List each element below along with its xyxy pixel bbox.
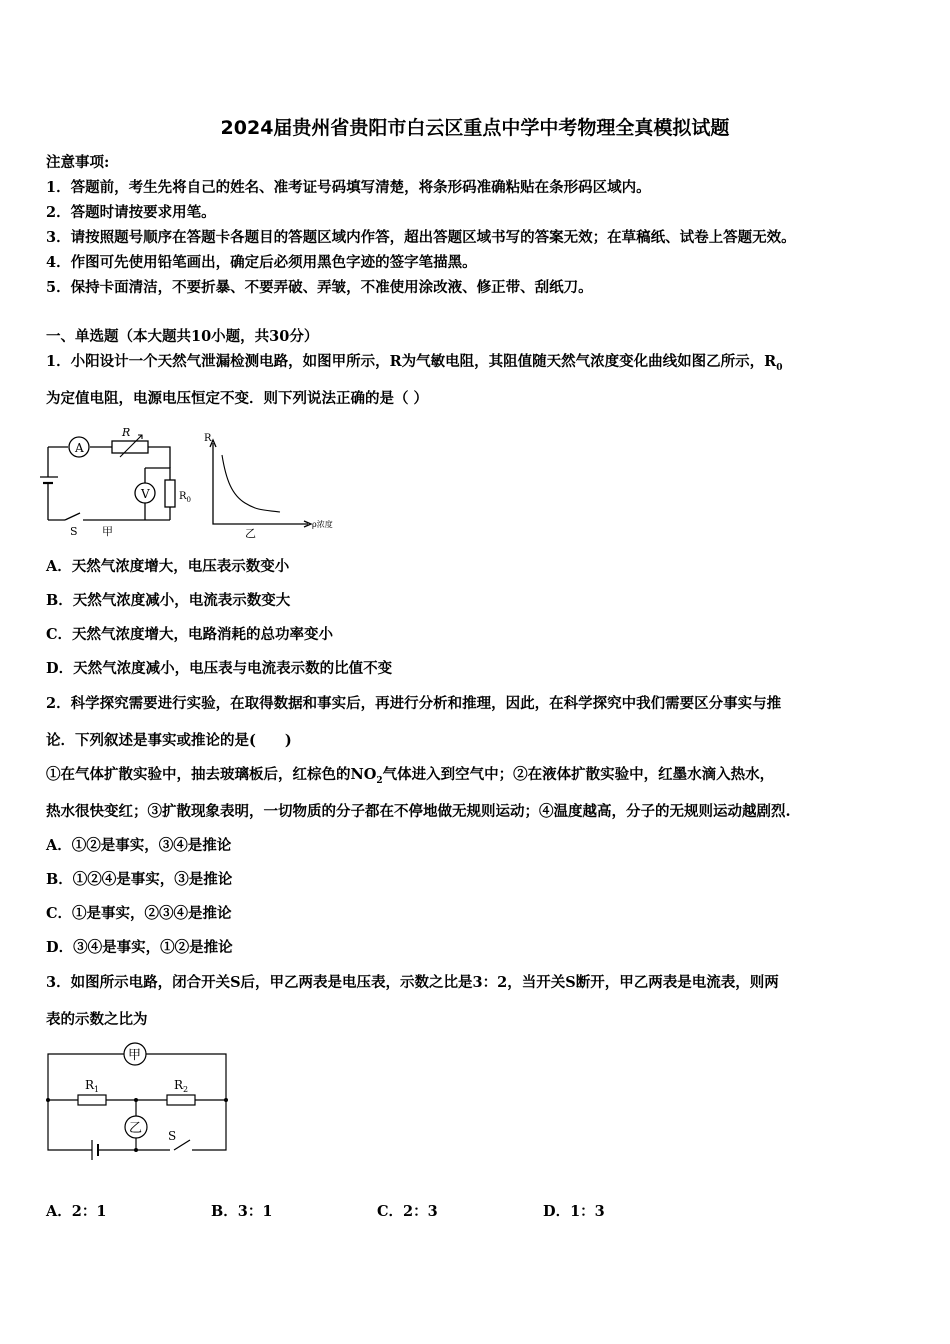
q1-stem-line1 [46, 352, 782, 378]
notice-item: 2．答题时请按要求用笔。 [46, 204, 216, 221]
q3-option-c: C．2：3 [377, 1203, 438, 1220]
r2-label: $R_2$ [174, 1078, 189, 1094]
q1-stem-text: 1．小阳设计一个天然气泄漏检测电路，如图甲所示，R为气敏电阻，其阻值随天然气浓度变化曲线如图乙所示，R [46, 353, 777, 370]
q2-stem-text-a: ①在气体扩散实验中，抽去玻璃板后，红棕色的NO [46, 766, 377, 783]
q3-option-d: D．1：3 [543, 1203, 605, 1220]
q2-option-c: C．①是事实，②③④是推论 [46, 905, 232, 922]
q3-option-b: B．3：1 [211, 1203, 273, 1220]
q2-stem-line2: 论．下列叙述是事实或推论的是( ) [46, 732, 292, 749]
gas-resistor-label: R [122, 426, 131, 439]
q2-option-d: D．③④是事实，①②是推论 [46, 939, 233, 956]
r1-label: $R_1$ [85, 1078, 100, 1094]
fig-yi-label: 乙 [245, 527, 256, 540]
ammeter-label: A [75, 441, 84, 455]
q1-circuit-figure [40, 425, 345, 540]
r2-resistor-icon [167, 1095, 195, 1105]
graph-axis-x: ρ浓度 [312, 520, 333, 529]
q2-option-b: B．①②④是事实，③是推论 [46, 871, 233, 888]
meter-yi-label: 乙 [129, 1121, 143, 1136]
q2-stem-sub: 2 [376, 775, 383, 786]
notice-heading: 注意事项: [46, 154, 110, 171]
q1-option-b: B．天然气浓度减小，电流表示数变大 [46, 592, 291, 609]
q2-option-a: A．①②是事实，③④是推论 [46, 837, 232, 854]
fixed-resistor-icon [165, 480, 175, 507]
q1-stem-line2: 为定值电阻，电源电压恒定不变．则下列说法正确的是（ ） [46, 390, 429, 407]
q3-stem-line2: 表的示数之比为 [46, 1011, 148, 1028]
notice-item: 1．答题前，考生先将自己的姓名、准考证号码填写清楚，将条形码准确粘贴在条形码区域内。 [46, 179, 651, 196]
q2-stem-line1: 2．科学探究需要进行实验，在取得数据和事实后，再进行分析和推理，因此，在科学探究中我们需要区分事实与推 [46, 695, 782, 712]
switch-label: S [70, 525, 78, 538]
voltmeter-label: V [141, 487, 150, 501]
q1-stem-sub: 0 [776, 362, 783, 373]
section-heading: 一、单选题（本大题共10小题，共30分） [46, 328, 319, 345]
q2-stem-line4: 热水很快变红；③扩散现象表明，一切物质的分子都在不停地做无规则运动；④温度越高，分子的无规则运动越剧烈. [46, 803, 791, 820]
q3-stem-line1: 3．如图所示电路，闭合开关S后，甲乙两表是电压表，示数之比是3：2，当开关S断开，甲乙两表是电流表，则两 [46, 974, 779, 991]
page-title: 2024届贵州省贵阳市白云区重点中学中考物理全真模拟试题 [220, 117, 730, 139]
q2-stem-text-b: 气体进入到空气中；②在液体扩散实验中，红墨水滴入热水， [382, 766, 775, 783]
fig-jia-label: 甲 [102, 525, 113, 538]
notice-item: 5．保持卡面清洁，不要折暴、不要弄破、弄皱，不准使用涂改液、修正带、刮纸刀。 [46, 279, 593, 296]
q2-stem-line3 [46, 765, 774, 791]
q3-option-a: A．2：1 [46, 1203, 107, 1220]
notice-item: 4．作图可先使用铅笔画出，确定后必须用黑色字迹的签字笔描黑。 [46, 254, 477, 271]
graph-axis-y: R [204, 433, 212, 444]
q1-option-d: D．天然气浓度减小，电压表与电流表示数的比值不变 [46, 660, 393, 677]
q1-option-c: C．天然气浓度增大，电路消耗的总功率变小 [46, 626, 334, 643]
meter-jia-label: 甲 [128, 1048, 142, 1063]
notice-item: 3．请按照题号顺序在答题卡各题目的答题区域内作答，超出答题区域书写的答案无效；在草稿纸、试卷上答题无效。 [46, 229, 796, 246]
q1-option-a: A．天然气浓度增大，电压表示数变小 [46, 558, 290, 575]
fixed-resistor-label: $R_0$ [179, 491, 191, 504]
switch-s-label: S [168, 1129, 177, 1143]
r1-resistor-icon [78, 1095, 106, 1105]
q3-circuit-figure [40, 1040, 240, 1170]
